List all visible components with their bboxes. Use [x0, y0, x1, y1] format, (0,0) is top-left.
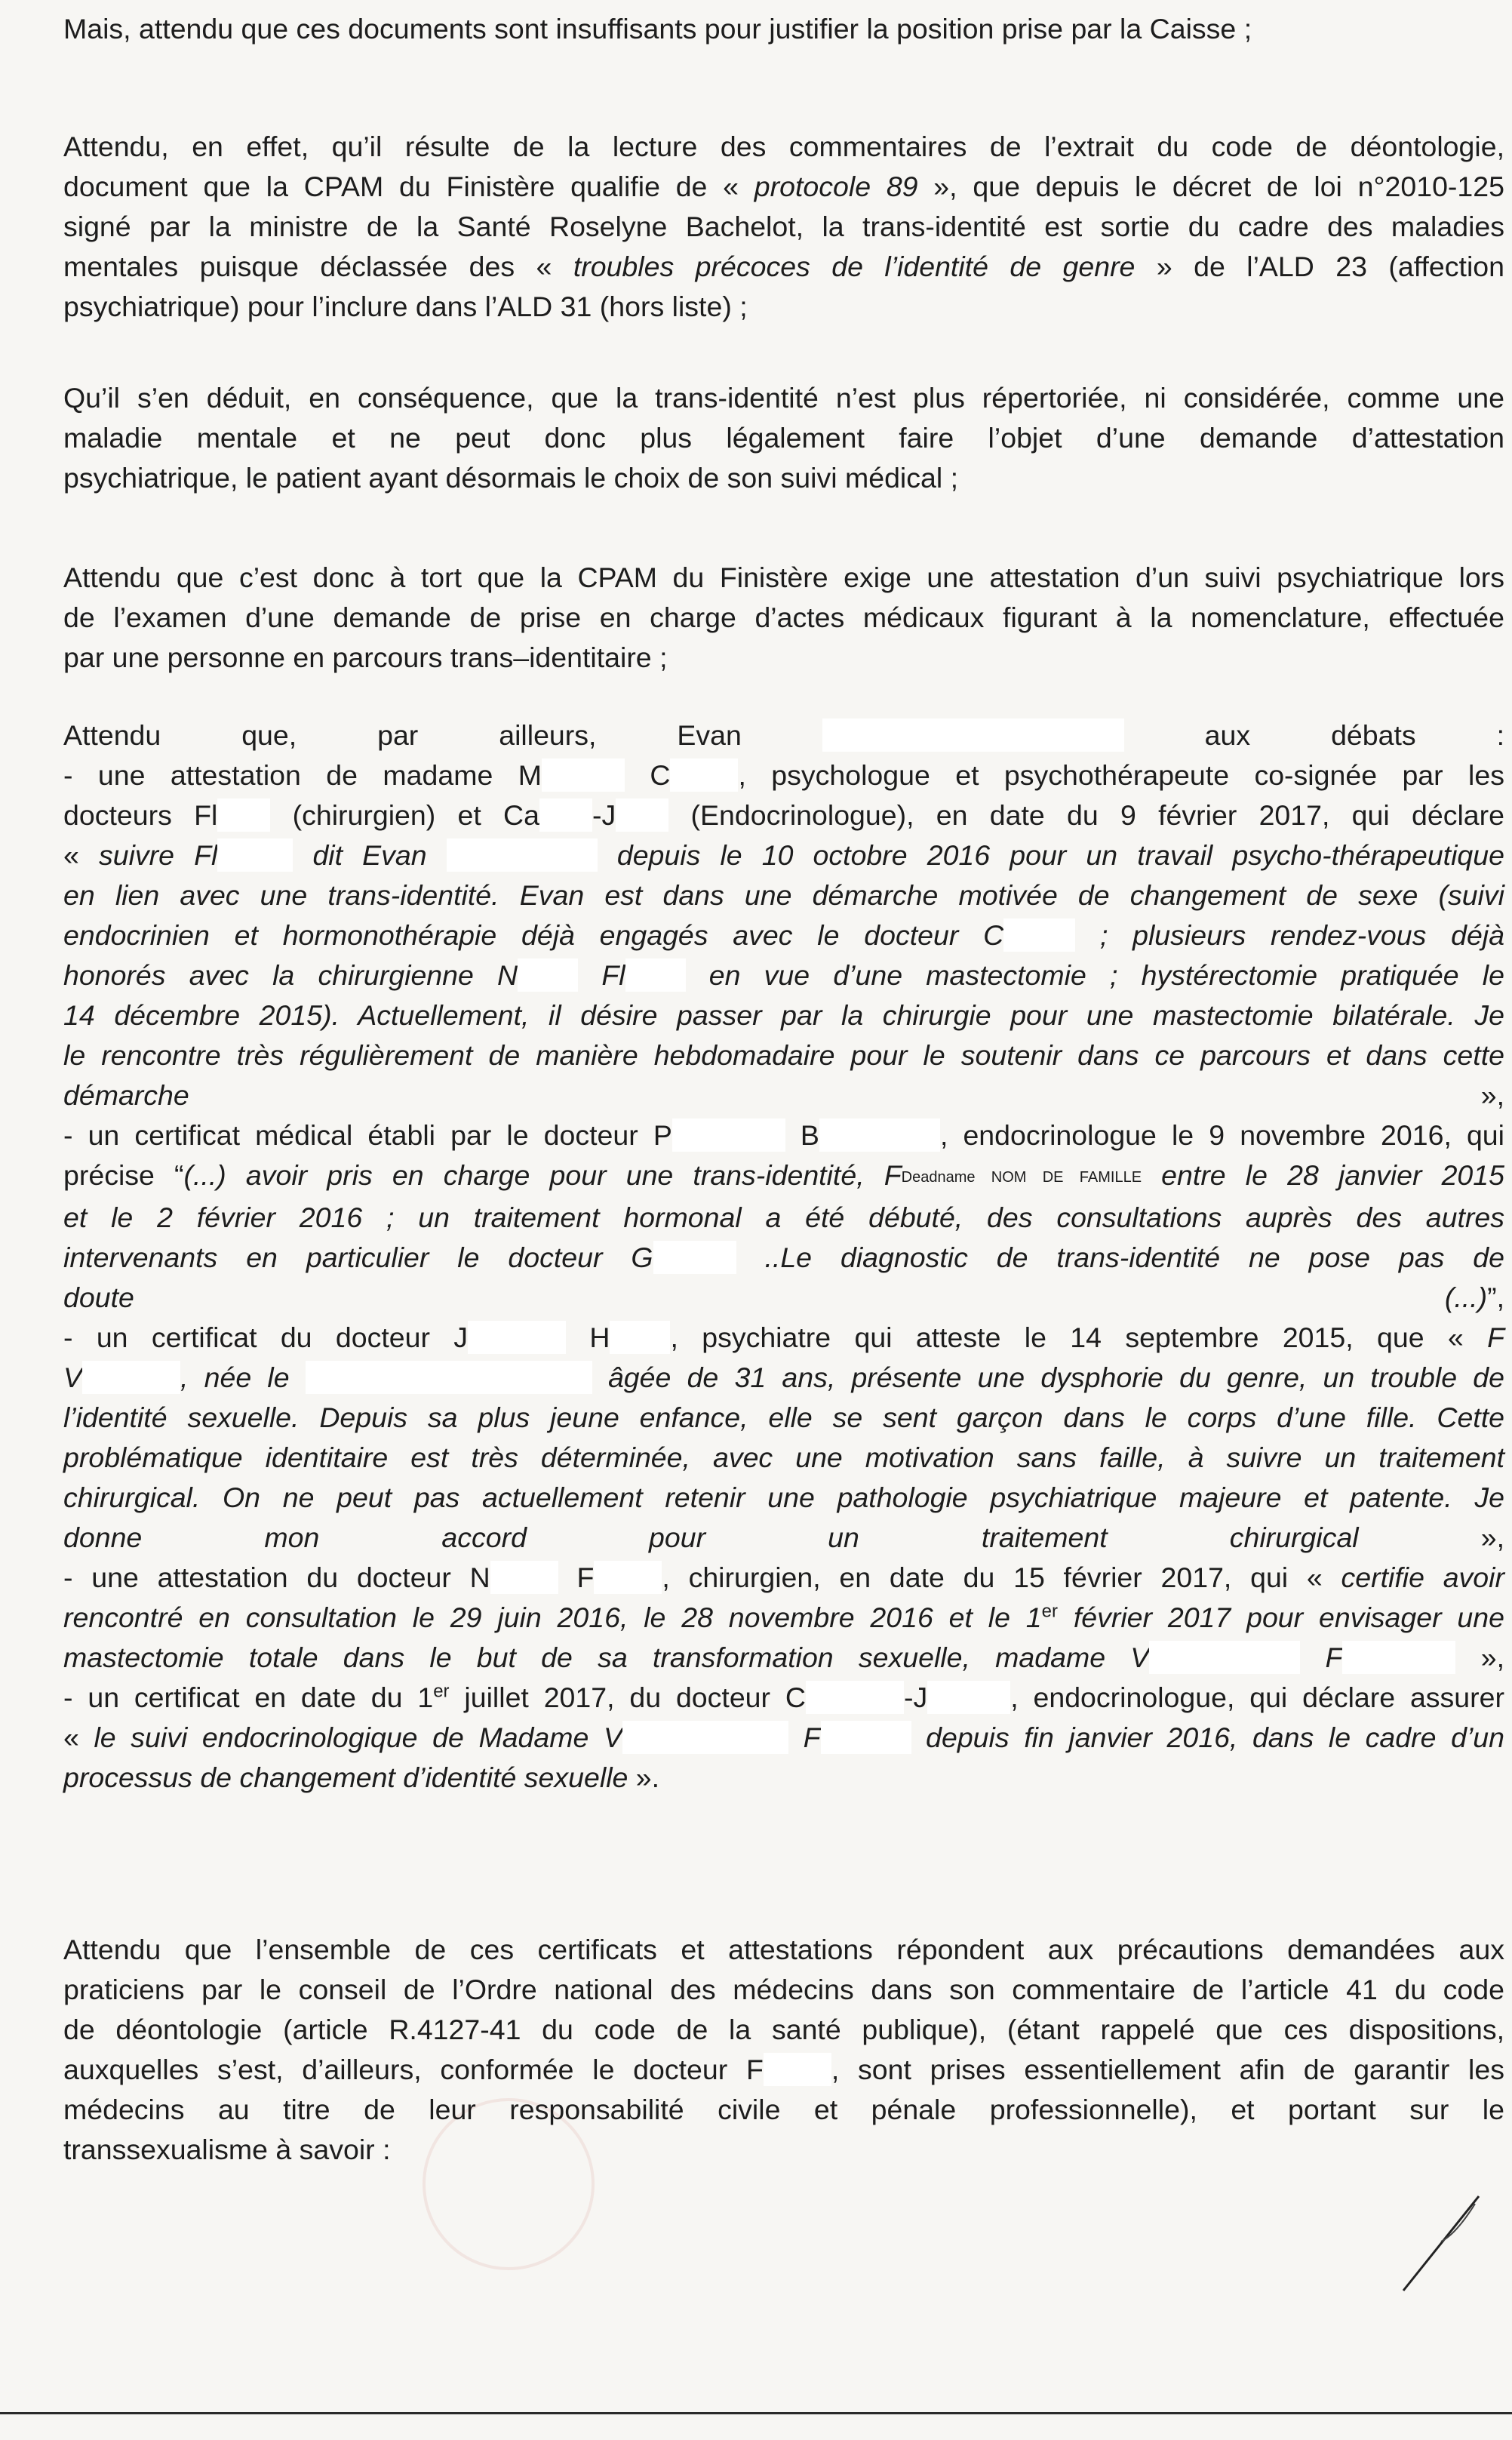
text-line: [63, 1075, 1504, 1115]
text-line: [63, 995, 1504, 1035]
italic-text-run: F: [788, 1722, 821, 1753]
italic-text-run: suivre Fl: [98, 839, 218, 871]
italic-text-run: endocrinien et hormonothérapie déjà engagés avec le docteur C: [63, 919, 1004, 951]
text-run: Attendu que l’ensemble de ces certificats et attestations répondent aux précautions demandées aux: [63, 1934, 1504, 1965]
text-run: F: [558, 1562, 595, 1593]
redaction-box: [447, 838, 598, 872]
redaction-box: [653, 1241, 736, 1274]
text-run: Attendu, en effet, qu’il résulte de la lecture des commentaires de l’extrait du code de déontologie,: [63, 131, 1504, 162]
text-line: [63, 638, 1504, 678]
italic-text-run: protocole 89: [754, 171, 918, 202]
text-line: [63, 1558, 1504, 1598]
text-line: [63, 2130, 1504, 2170]
text-run: -J: [592, 799, 616, 831]
text-line: [63, 207, 1504, 247]
italic-text-run: et le 2 février 2016 ; un traitement hormonal a été débuté, des consultations auprès des autres: [63, 1202, 1504, 1233]
superscript: er: [1041, 1601, 1058, 1622]
italic-text-run: 14 décembre 2015). Actuellement, il désire passer par la chirurgie pour une mastectomie bilatérale. Je: [63, 999, 1504, 1031]
italic-text-run: février 2017 pour envisager une: [1057, 1602, 1504, 1633]
text-run: »,: [1455, 1642, 1504, 1673]
redaction-box: [822, 718, 1124, 752]
text-line: [63, 2050, 1504, 2090]
text-line: [63, 875, 1504, 915]
text-line: [63, 2010, 1504, 2050]
italic-text-run: depuis le 10 octobre 2016 pour un travail psycho-thérapeutique: [597, 839, 1505, 871]
text-run: , sont prises essentiellement afin de garantir les: [831, 2054, 1504, 2085]
italic-text-run: démarche: [63, 1079, 189, 1111]
italic-text-run: troubles précoces de l’identité de genre: [573, 251, 1136, 282]
text-line: [63, 715, 1504, 755]
text-run: docteurs Fl: [63, 799, 218, 831]
text-run: ».: [628, 1762, 660, 1793]
text-line: [63, 755, 1504, 795]
text-line: [63, 1518, 1504, 1558]
italic-text-run: âgée de 31 ans, présente une dysphorie du genre, un trouble de: [592, 1362, 1504, 1393]
italic-text-run: rencontré en consultation le 29 juin 2016, le 28 novembre 2016 et le 1: [63, 1602, 1042, 1633]
text-line: [63, 598, 1504, 638]
text-line: [63, 795, 1504, 835]
italic-text-run: dit Evan: [293, 839, 447, 871]
text-run: médecins au titre de leur responsabilité civile et pénale professionnelle), et portant sur le: [63, 2094, 1504, 2125]
text-run: - une attestation du docteur N: [63, 1562, 490, 1593]
text-run: »,: [1358, 1522, 1504, 1553]
text-line: [63, 1438, 1504, 1478]
italic-text-run: le rencontre très régulièrement de manière hebdomadaire pour le soutenir dans ce parcours et dans cette: [63, 1039, 1504, 1071]
redaction-box: [927, 1681, 1010, 1714]
redaction-box: [518, 958, 578, 992]
redaction-box: [217, 798, 270, 832]
text-run: » de l’ALD 23 (affection: [1135, 251, 1504, 282]
italic-text-run: depuis fin janvier 2016, dans le cadre d’un: [911, 1722, 1504, 1753]
redaction-box: [622, 1721, 788, 1754]
redaction-box: [821, 1721, 911, 1754]
text-run: praticiens par le conseil de l’Ordre national des médecins dans son commentaire de l’article 41 du code: [63, 1974, 1504, 2005]
redaction-box: [806, 1681, 904, 1714]
text-line: [63, 167, 1504, 207]
scan-edge-line: [0, 2412, 1512, 2414]
italic-text-run: processus de changement d’identité sexuelle: [63, 1762, 628, 1793]
text-run: Mais, attendu que ces documents sont insuffisants pour justifier la position prise par la Caisse ;: [63, 13, 1252, 45]
superscript: er: [433, 1681, 450, 1702]
text-run: psychiatrique, le patient ayant désormais le choix de son suivi médical ;: [63, 462, 959, 494]
paragraph-p1: [63, 9, 1504, 49]
redaction-box: [1149, 1641, 1300, 1674]
redaction-box: [1342, 1641, 1455, 1674]
text-run: Attendu que, par ailleurs, Evan: [63, 719, 822, 751]
text-line: [63, 1678, 1504, 1718]
text-run: «: [63, 839, 99, 871]
text-run: , psychiatre qui atteste le 14 septembre 2015, que «: [670, 1322, 1488, 1353]
text-run: document que la CPAM du Finistère qualifie de «: [63, 171, 754, 202]
italic-text-run: Fl: [578, 959, 625, 991]
text-run: , endocrinologue le 9 novembre 2016, qui: [939, 1119, 1504, 1151]
italic-text-run: mastectomie totale dans le but de sa transformation sexuelle, madame V: [63, 1642, 1150, 1673]
text-run: , chirurgien, en date du 15 février 2017, qui «: [662, 1562, 1341, 1593]
text-run: maladie mentale et ne peut donc plus légalement faire l’objet d’une demande d’attestation: [63, 422, 1504, 454]
text-run: », que depuis le décret de loi n°2010-125: [917, 171, 1504, 202]
redaction-box: [616, 798, 668, 832]
italic-text-run: F: [1300, 1642, 1343, 1673]
text-run: H: [566, 1322, 610, 1353]
text-run: (chirurgien) et Ca: [270, 799, 539, 831]
text-run: auxquelles s’est, d’ailleurs, conformée le docteur F: [63, 2054, 764, 2085]
text-run: précise “: [63, 1159, 184, 1191]
paragraph-p3: [63, 378, 1504, 498]
redaction-box: [542, 758, 625, 792]
text-line: [63, 558, 1504, 598]
italic-text-run: le suivi endocrinologique de Madame V: [94, 1722, 622, 1753]
text-run: , endocrinologue, qui déclare assurer: [1010, 1682, 1504, 1713]
text-run: - un certificat médical établi par le docteur P: [63, 1119, 672, 1151]
text-line: [63, 1758, 1504, 1798]
italic-text-run: intervenants en particulier le docteur G: [63, 1242, 653, 1273]
text-line: [63, 1478, 1504, 1518]
text-run: psychiatrique) pour l’inclure dans l’ALD 31 (hors liste) ;: [63, 291, 748, 322]
text-line: [63, 1930, 1504, 1970]
text-line: [63, 418, 1504, 458]
text-run: »,: [189, 1079, 1504, 1111]
redaction-box: [819, 1118, 940, 1152]
redaction-box: [610, 1321, 670, 1354]
redaction-box: [670, 758, 738, 792]
text-line: [63, 2090, 1504, 2130]
text-line: [63, 127, 1504, 167]
text-line: [63, 1718, 1504, 1758]
redaction-box: [539, 798, 592, 832]
paragraph-p6: [63, 1930, 1504, 2170]
bleed-through-signature: [1396, 2189, 1486, 2294]
text-line: [63, 247, 1504, 287]
text-run: transsexualisme à savoir :: [63, 2134, 391, 2165]
italic-text-run: V: [63, 1362, 83, 1393]
text-run: -J: [903, 1682, 928, 1713]
text-line: [63, 287, 1504, 327]
text-line: [63, 1598, 1504, 1638]
text-line: [63, 1638, 1504, 1678]
redaction-box: [764, 2053, 831, 2086]
text-line: [63, 1238, 1504, 1278]
italic-text-run: en vue d’une mastectomie ; hystérectomie pratiquée le: [685, 959, 1504, 991]
text-line: [63, 9, 1504, 49]
italic-text-run: chirurgical. On ne peut pas actuellement retenir une pathologie psychiatrique majeure et patente. Je: [63, 1482, 1504, 1513]
text-run: signé par la ministre de la Santé Roselyne Bachelot, la trans-identité est sortie du cadre des maladies: [63, 211, 1504, 242]
italic-text-run: en lien avec une trans-identité. Evan est dans une démarche motivée de changement de sexe (suivi: [63, 879, 1504, 911]
text-line: [63, 1970, 1504, 2010]
italic-text-run: honorés avec la chirurgienne N: [63, 959, 518, 991]
text-run: - un certificat du docteur J: [63, 1322, 469, 1353]
redaction-box: [217, 838, 293, 872]
italic-text-run: certifie avoir: [1341, 1562, 1504, 1593]
text-line: [63, 1278, 1504, 1318]
redaction-box: [468, 1321, 566, 1354]
italic-text-run: doute (...): [63, 1282, 1488, 1313]
italic-text-run: ; plusieurs rendez-vous déjà: [1075, 919, 1504, 951]
redaction-box: [1003, 918, 1075, 952]
text-line: [63, 1398, 1504, 1438]
text-line: [63, 1035, 1504, 1075]
text-run: - un certificat en date du 1: [63, 1682, 434, 1713]
redaction-box: [82, 1361, 180, 1394]
redaction-box: [306, 1361, 592, 1394]
text-line: [63, 1115, 1504, 1155]
text-line: [63, 378, 1504, 418]
paragraph-p4: [63, 558, 1504, 678]
italic-text-run: entre le 28 janvier 2015: [1142, 1159, 1505, 1191]
text-line: [63, 458, 1504, 498]
italic-text-run: F: [1487, 1322, 1505, 1353]
text-run: ”,: [1487, 1282, 1504, 1313]
italic-text-run: l’identité sexuelle. Depuis sa plus jeune enfance, elle se sent garçon dans le corps d’une fille. Cette: [63, 1402, 1504, 1433]
text-run: de déontologie (article R.4127-41 du code de la santé publique), (étant rappelé que ces dispositions,: [63, 2014, 1504, 2045]
text-run: C: [624, 759, 671, 791]
text-line: [63, 1358, 1504, 1398]
text-line: [63, 915, 1504, 955]
italic-text-run: problématique identitaire est très déterminée, avec une motivation sans faille, à suivre un traitement: [63, 1442, 1504, 1473]
text-line: [63, 1198, 1504, 1238]
italic-text-run: , née le: [180, 1362, 306, 1393]
paragraph-p5: [63, 715, 1504, 1798]
redaction-label: Deadname NOM DE FAMILLE: [901, 1169, 1142, 1186]
text-run: B: [785, 1119, 819, 1151]
text-run: (Endocrinologue), en date du 9 février 2017, qui déclare: [668, 799, 1504, 831]
redaction-box: [672, 1118, 785, 1152]
paragraph-p2: [63, 127, 1504, 327]
text-run: Qu’il s’en déduit, en conséquence, que la trans-identité n’est plus répertoriée, ni considérée, comme une: [63, 382, 1504, 414]
text-line: [63, 1155, 1504, 1198]
text-run: - une attestation de madame M: [63, 759, 542, 791]
text-run: juillet 2017, du docteur C: [449, 1682, 806, 1713]
redaction-box: [594, 1561, 662, 1594]
text-run: , psychologue et psychothérapeute co-signée par les: [738, 759, 1504, 791]
text-run: aux débats :: [1123, 719, 1504, 751]
italic-text-run: ..Le diagnostic de trans-identité ne pose pas de: [736, 1242, 1504, 1273]
text-line: [63, 835, 1504, 875]
italic-text-run: donne mon accord pour un traitement chirurgical: [63, 1522, 1359, 1553]
redaction-box: [490, 1561, 558, 1594]
text-run: Attendu que c’est donc à tort que la CPAM du Finistère exige une attestation d’un suivi psychiatrique lors: [63, 562, 1504, 593]
text-run: «: [63, 1722, 94, 1753]
text-run: de l’examen d’une demande de prise en charge d’actes médicaux figurant à la nomenclature, effectuée: [63, 602, 1504, 633]
text-line: [63, 1318, 1504, 1358]
text-run: par une personne en parcours trans–identitaire ;: [63, 642, 668, 673]
redaction-box: [625, 958, 686, 992]
italic-text-run: (...) avoir pris en charge pour une trans-identité, F: [183, 1159, 902, 1191]
text-line: [63, 955, 1504, 995]
text-run: mentales puisque déclassée des «: [63, 251, 573, 282]
